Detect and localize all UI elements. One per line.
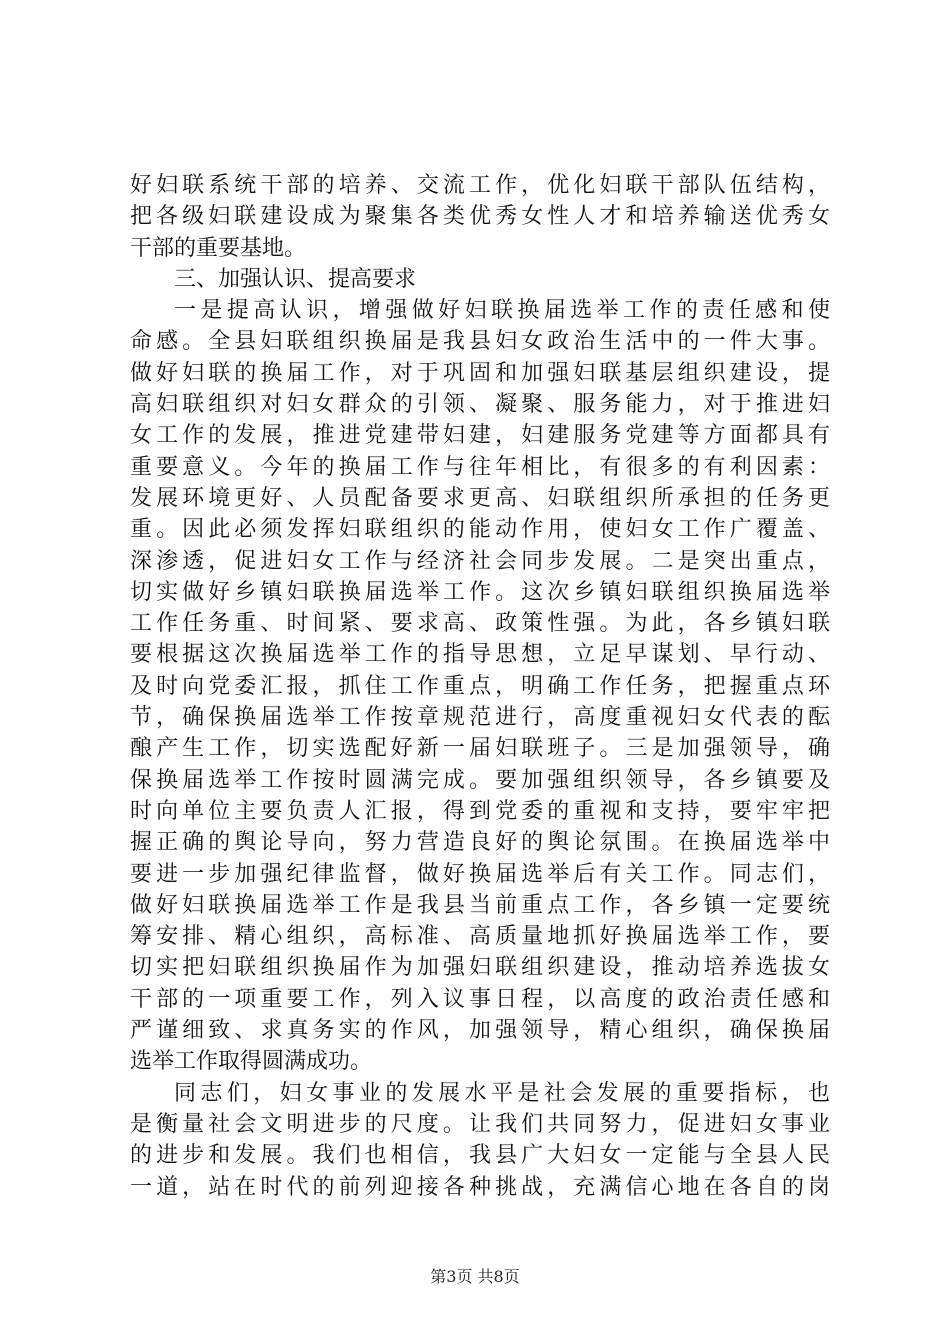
page-footer: 第3页 共8页	[430, 1267, 520, 1286]
text-line: 一道，站在时代的前列迎接各种挑战，充满信心地在各自的岗	[130, 1174, 830, 1200]
text-line: 深渗透，促进妇女工作与经济社会同步发展。二是突出重点，	[130, 548, 830, 574]
document-body	[130, 170, 830, 1203]
text-line: 要根据这次换届选举工作的指导思想，立足早谋划、早行动、	[130, 642, 830, 668]
paragraph	[130, 1078, 830, 1203]
text-line: 重。因此必须发挥妇联组织的能动作用，使妇女工作广覆盖、	[130, 517, 830, 543]
text-line: 工作任务重、时间紧、要求高、政策性强。为此，各乡镇妇联	[130, 611, 830, 637]
text-line: 干部的一项重要工作，列入议事日程，以高度的政治责任感和	[130, 986, 830, 1012]
text-line: 要进一步加强纪律监督，做好换届选举后有关工作。同志们，	[130, 861, 830, 887]
text-line: 把各级妇联建设成为聚集各类优秀女性人才和培养输送优秀女	[130, 204, 830, 230]
text-line: 的进步和发展。我们也相信，我县广大妇女一定能与全县人民	[130, 1143, 830, 1169]
text-line: 选举工作取得圆满成功。	[130, 1049, 373, 1075]
text-line: 切实把妇联组织换届作为加强妇联组织建设，推动培养选拔女	[130, 955, 830, 981]
text-line: 女工作的发展，推进党建带妇建，妇建服务党建等方面都具有	[130, 423, 830, 449]
text-line: 保换届选举工作按时圆满完成。要加强组织领导，各乡镇要及	[130, 767, 830, 793]
text-line: 高妇联组织对妇女群众的引领、凝聚、服务能力，对于推进妇	[130, 392, 830, 418]
text-line: 一是提高认识，增强做好妇联换届选举工作的责任感和使	[174, 298, 830, 324]
text-line: 时向单位主要负责人汇报，得到党委的重视和支持，要牢牢把	[130, 798, 830, 824]
text-line: 做好妇联的换届工作，对于巩固和加强妇联基层组织建设，提	[130, 360, 830, 386]
text-line: 发展环境更好、人员配备要求更高、妇联组织所承担的任务更	[130, 485, 830, 511]
text-line: 是衡量社会文明进步的尺度。让我们共同努力，促进妇女事业	[130, 1111, 830, 1137]
text-line: 节，确保换届选举工作按章规范进行，高度重视妇女代表的酝	[130, 705, 830, 731]
text-line: 及时向党委汇报，抓住工作重点，明确工作任务，把握重点环	[130, 673, 830, 699]
paragraph	[130, 170, 830, 264]
text-line: 重要意义。今年的换届工作与往年相比，有很多的有利因素：	[130, 454, 830, 480]
text-line: 严谨细致、求真务实的作风，加强领导，精心组织，确保换届	[130, 1018, 830, 1044]
text-line: 干部的重要基地。	[130, 235, 307, 261]
text-line: 筹安排、精心组织，高标准、高质量地抓好换届选举工作，要	[130, 924, 830, 950]
text-line: 切实做好乡镇妇联换届选举工作。这次乡镇妇联组织换届选举	[130, 579, 830, 605]
text-line: 同志们，妇女事业的发展水平是社会发展的重要指标，也	[174, 1080, 830, 1106]
text-line: 酿产生工作，切实选配好新一届妇联班子。三是加强领导，确	[130, 736, 830, 762]
paragraph	[130, 295, 830, 1077]
text-line: 三、加强认识、提高要求	[174, 266, 417, 292]
text-line: 做好妇联换届选举工作是我县当前重点工作，各乡镇一定要统	[130, 892, 830, 918]
text-line: 握正确的舆论导向，努力营造良好的舆论氛围。在换届选举中	[130, 830, 830, 856]
text-line: 命感。全县妇联组织换届是我县妇女政治生活中的一件大事。	[130, 329, 830, 355]
text-line: 好妇联系统干部的培养、交流工作，优化妇联干部队伍结构，	[130, 173, 830, 198]
paragraph	[130, 264, 830, 295]
